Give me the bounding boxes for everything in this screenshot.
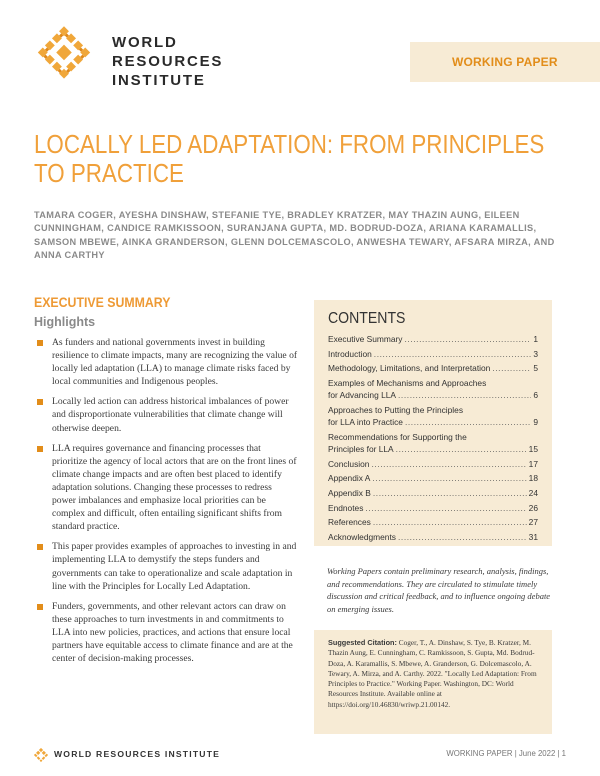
toc-item[interactable] <box>328 472 538 484</box>
working-paper-label: WORKING PAPER <box>452 55 558 69</box>
toc-item[interactable] <box>328 516 538 528</box>
bullet-square-icon <box>37 446 43 452</box>
toc-label: Approaches to Putting the Principles <box>328 404 464 415</box>
toc-item[interactable] <box>328 443 538 455</box>
toc-leader <box>374 348 532 360</box>
bullet-square-icon <box>37 399 43 405</box>
toc-leader <box>365 502 526 514</box>
toc-label: Examples of Mechanisms and Approaches <box>328 377 487 388</box>
toc-leader <box>404 333 531 345</box>
toc-item[interactable] <box>328 333 538 345</box>
wri-logo-icon <box>34 26 94 86</box>
toc-page-number: 24 <box>528 487 538 498</box>
toc-label: Methodology, Limitations, and Interpretation <box>328 363 491 374</box>
bullet-square-icon <box>37 544 43 550</box>
toc-item[interactable] <box>328 531 538 543</box>
toc-leader <box>398 531 527 543</box>
toc-leader <box>371 458 526 470</box>
highlights-list <box>36 336 298 672</box>
title-line-2: TO PRACTICE <box>34 158 184 188</box>
org-name <box>112 33 223 90</box>
toc-item[interactable] <box>328 348 538 360</box>
toc-label: References <box>328 517 371 528</box>
toc-label: for Advancing LLA <box>328 390 396 401</box>
toc-leader <box>396 443 527 455</box>
bullet-text: Locally led action can address historical imbalances of power and disproportionate vulnerabilities that climate change will otherwise deepen. <box>52 396 289 434</box>
toc-item[interactable] <box>328 502 538 514</box>
org-line-2: RESOURCES <box>112 53 224 70</box>
page-title <box>34 129 545 188</box>
org-line-3: INSTITUTE <box>112 72 206 89</box>
toc-label: Recommendations for Supporting the <box>328 431 467 442</box>
toc-page-number: 5 <box>533 363 538 374</box>
toc-leader <box>492 362 531 374</box>
working-paper-badge <box>410 42 600 82</box>
bullet-square-icon <box>37 340 43 346</box>
list-item <box>36 600 298 665</box>
toc-page-number: 18 <box>528 473 538 484</box>
toc-leader <box>372 472 526 484</box>
toc-label: Endnotes <box>328 502 364 513</box>
contents-box <box>314 300 552 546</box>
suggested-citation <box>314 630 552 734</box>
footer-page-info: WORKING PAPER | June 2022 | 1 <box>446 749 566 758</box>
contents-title: CONTENTS <box>328 310 406 327</box>
executive-summary-heading: EXECUTIVE SUMMARY <box>34 294 171 310</box>
footer-org: WORLD RESOURCES INSTITUTE <box>54 749 221 759</box>
toc-page-number: 6 <box>533 390 538 401</box>
title-line-1: LOCALLY LED ADAPTATION: FROM PRINCIPLES <box>34 129 545 159</box>
toc-page-number: 9 <box>533 417 538 428</box>
toc-item-heading[interactable] <box>328 404 538 416</box>
toc-page-number: 1 <box>533 334 538 344</box>
toc-page-number: 15 <box>528 444 538 455</box>
bullet-text: Funders, governments, and other relevant actors can draw on these approaches to turn investments in and commitments to LLA into new policies, practices, and actions that ensure local partners have equitable access to climate finance and are at the center of decision-making processes. <box>52 600 293 665</box>
working-paper-note: Working Papers contain preliminary research, analysis, findings, and recommendations. They are circulated to stimulate timely discussion and critical feedback, and to influence ongoing debate on emerging issues. <box>327 566 551 614</box>
toc-label: Introduction <box>328 348 372 359</box>
toc-page-number: 3 <box>533 348 538 359</box>
bullet-text: LLA requires governance and financing processes that prioritize the agency of local actors that are on the front lines of climate change impacts and are often best placed to identify adaptation solutions. Changing these processes to redress power imbalances and emphasize local priorities can be complex and difficult, often entailing significant shifts from standard practice. <box>52 442 297 533</box>
toc-item[interactable] <box>328 458 538 470</box>
toc-label: Executive Summary <box>328 334 403 344</box>
toc-label: Appendix A <box>328 473 371 484</box>
highlights-subheading: Highlights <box>34 315 96 329</box>
list-item <box>36 442 298 534</box>
bullet-square-icon <box>37 604 43 610</box>
toc-page-number: 31 <box>528 531 538 542</box>
list-item <box>36 540 298 592</box>
toc-page-number: 27 <box>528 517 538 528</box>
toc-leader <box>398 389 531 401</box>
toc-label: Acknowledgments <box>328 531 396 542</box>
toc-item[interactable] <box>328 389 538 401</box>
toc-label: for LLA into Practice <box>328 417 403 428</box>
toc-label: Conclusion <box>328 458 370 469</box>
toc-leader <box>373 516 527 528</box>
toc-item-heading[interactable] <box>328 377 538 389</box>
toc-page-number: 17 <box>528 458 538 469</box>
toc-item-heading[interactable] <box>328 431 538 443</box>
toc-leader <box>373 487 527 499</box>
toc-item[interactable] <box>328 416 538 428</box>
contents-list <box>328 333 538 543</box>
org-line-1: WORLD <box>112 34 178 51</box>
list-item <box>36 395 298 434</box>
toc-item[interactable] <box>328 487 538 499</box>
toc-item[interactable] <box>328 362 538 374</box>
bullet-text: As funders and national governments invest in building resilience to climate impacts, many are recognizing the value of locally led adaptation (LLA) to manage climate risks faced by local communities and Indigenous peoples. <box>52 337 298 388</box>
list-item <box>36 336 298 388</box>
toc-label: Appendix B <box>328 487 371 498</box>
toc-leader <box>405 416 531 428</box>
toc-page-number: 26 <box>528 502 538 513</box>
footer-logo-icon <box>34 748 48 762</box>
authors: TAMARA COGER, AYESHA DINSHAW, STEFANIE TYE, BRADLEY KRATZER, MAY THAZIN AUNG, EILEEN CUNNINGHAM, CANDICE RAMKISSOON, SURANJANA GUPTA, MD. BODRUD-DOZA, ARIANA KARAMALLIS, SAMSON MBEWE, AINKA GRANDERSON, GLENN DOLCEMASCOLO, ANWESHA TEWARY, AFSARA MIRZA, AND ANNA CARTHY <box>34 210 555 261</box>
citation-label: Suggested Citation: <box>328 638 397 647</box>
toc-label: Principles for LLA <box>328 444 394 455</box>
bullet-text: This paper provides examples of approaches to investing in and implementing LLA to demystify the steps funders and governments can take to operationalize and scale adaptation in line with the Principles for Locally Led Adaptation. <box>52 541 297 592</box>
citation-text: Coger, T., A. Dinshaw, S. Tye, B. Kratzer, M. Thazin Aung, E. Cunningham, C. Ramkissoon, S. Gupta, Md. Bodrud-Doza, A. Karamallis, S. Mbewe, A. Granderson, G. Dolcemascolo, A. Tewary, A. Mirza, and A. Carthy. 2022. "Locally Led Adaptation: From Principles to Practice." Working Paper. Washington, DC: World Resources Institute. Available online at https://doi.org/10.46830/wriwp.21.00142. <box>328 638 537 709</box>
